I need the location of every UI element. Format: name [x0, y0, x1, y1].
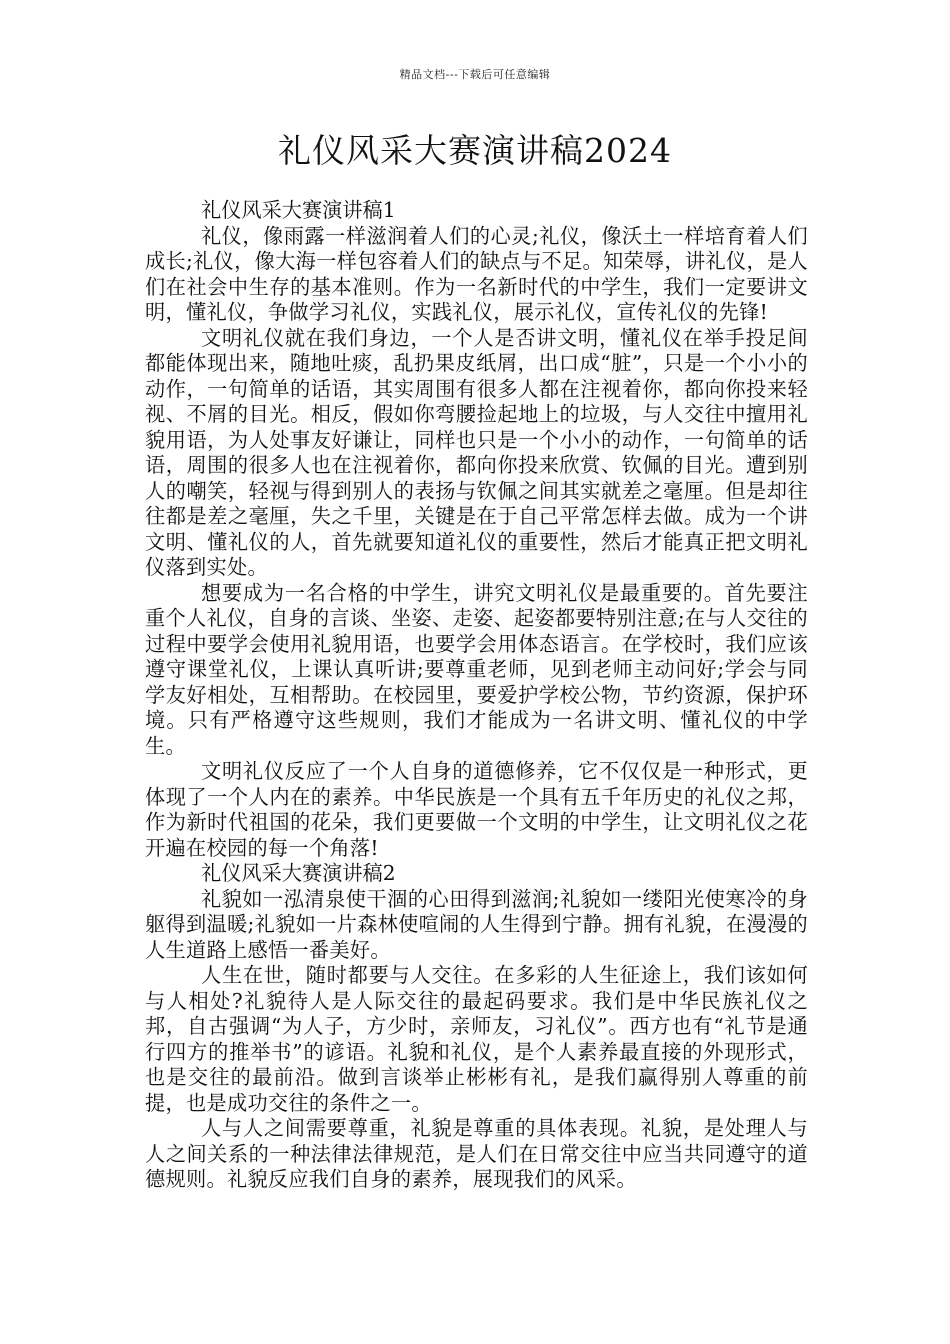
- paragraph: 想要成为一名合格的中学生，讲究文明礼仪是最重要的。首先要注重个人礼仪，自身的言谈、坐姿、走姿、起姿都要特别注意;在与人交往的过程中要学会使用礼貌用语，也要学会用体态语言。在学校时，我们应该遵守课堂礼仪，上课认真听讲;要尊重老师，见到老师主动问好;学会与同学友好相处，互相帮助。在校园里，要爱护学校公物，节约资源，保护环境。只有严格遵守这些规则，我们才能成为一名讲文明、懂礼仪的中学生。: [145, 580, 808, 758]
- paragraph: 人生在世，随时都要与人交往。在多彩的人生征途上，我们该如何与人相处?礼貌待人是人际交往的最起码要求。我们是中华民族礼仪之邦，自古强调“为人子，方少时，亲师友，习礼仪”。西方也有“礼节是通行四方的推举书”的谚语。礼貌和礼仪，是个人素养最直接的外现形式，也是交往的最前沿。做到言谈举止彬彬有礼，是我们赢得别人尊重的前提，也是成功交往的条件之一。: [145, 963, 808, 1115]
- paragraph: 文明礼仪就在我们身边，一个人是否讲文明，懂礼仪在举手投足间都能体现出来，随地吐痰，乱扔果皮纸屑，出口成“脏”，只是一个小小的动作，一句简单的话语，其实周围有很多人都在注视着你，都向你投来轻视、不屑的目光。相反，假如你弯腰捡起地上的垃圾，与人交往中擅用礼貌用语，为人处事友好谦让，同样也只是一个小小的动作，一句简单的话语，周围的很多人也在注视着你，都向你投来欣赏、钦佩的目光。遭到别人的嘲笑，轻视与得到别人的表扬与钦佩之间其实就差之毫厘。但是却往往都是差之毫厘，失之千里，关键是在于自己平常怎样去做。成为一个讲文明、懂礼仪的人，首先就要知道礼仪的重要性，然后才能真正把文明礼仪落到实处。: [145, 325, 808, 579]
- paragraph: 人与人之间需要尊重，礼貌是尊重的具体表现。礼貌，是处理人与人之间关系的一种法律法律规范，是人们在日常交往中应当共同遵守的道德规则。礼貌反应我们自身的素养，展现我们的风采。: [145, 1116, 808, 1191]
- paragraph: 文明礼仪反应了一个人自身的道德修养，它不仅仅是一种形式，更体现了一个人内在的素养。中华民族是一个具有五千年历史的礼仪之邦，作为新时代祖国的花朵，我们更要做一个文明的中学生，让文明礼仪之花开遍在校园的每一个角落!: [145, 759, 808, 860]
- section-heading: 礼仪风采大赛演讲稿1: [201, 198, 396, 222]
- header-note: 精品文档---下载后可任意编辑: [399, 68, 551, 81]
- paragraph: 礼貌如一泓清泉使干涸的心田得到滋润;礼貌如一缕阳光使寒冷的身躯得到温暖;礼貌如一片森林使喧闹的人生得到宁静。拥有礼貌，在漫漫的人生道路上感悟一番美好。: [145, 886, 808, 962]
- speech-section-2: [145, 861, 808, 1193]
- speech-section-1: [145, 198, 808, 861]
- paragraph: 礼仪，像雨露一样滋润着人们的心灵;礼仪，像沃土一样培育着人们成长;礼仪，像大海一样包容着人们的缺点与不足。知荣辱，讲礼仪，是人们在社会中生存的基本准则。作为一名新时代的中学生，我们一定要讲文明，懂礼仪，争做学习礼仪，实践礼仪，展示礼仪，宣传礼仪的先锋!: [145, 223, 808, 324]
- document-title: 礼仪风采大赛演讲稿2024: [278, 131, 672, 170]
- document-body: [145, 198, 808, 1193]
- section-heading: 礼仪风采大赛演讲稿2: [201, 861, 396, 885]
